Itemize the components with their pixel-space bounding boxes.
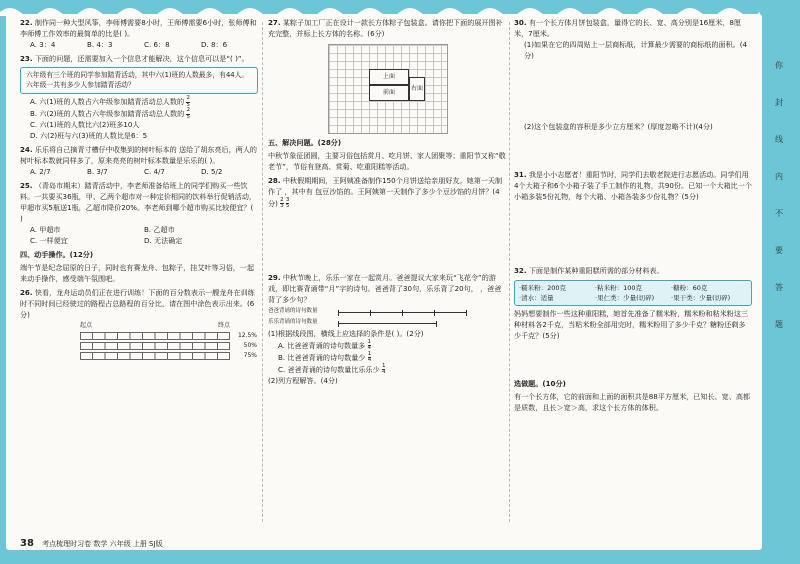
question-28: 28. 中秋假期期间，王阿姨准备制作150个月饼送给亲朋好友。她第一天制作了 ，其中有 包豆沙馅的。王阿姨第一天制作了多少个豆沙馅的月饼？(4分) $\frac{2}{3}$ $\frac{3}{5}$ bbox=[268, 176, 506, 270]
top-wave-border bbox=[0, 0, 800, 16]
bar-row[interactable]: 50% bbox=[80, 342, 230, 350]
fraction: $\frac{2}{3}$ bbox=[280, 196, 284, 210]
question-25: 25. （青岛市期末）踏青活动中，李老师准备给班上的同学们购买一些饮料。一共要买36瓶，甲、乙两个超市对一种定价相同的饮料举行促销活动，甲超市买5瓶送1瓶，乙超市降价20%。李老师到哪个超市购买比较便宜？( ) A. 甲超市 B. 乙超市 C. 一样便宜 D. 无法确定 bbox=[20, 180, 257, 245]
column-left bbox=[20, 18, 258, 532]
materials-table: ·糯米粉：200克 ·粘米粉：100克 ·糖粉：60克 ·清水：适量 ·果仁类：少量(切碎) ·果干类：少量(切碎) bbox=[514, 280, 752, 306]
info-box: 六年级有三个班的同学参加踏青活动，其中六(1)班的人数最多，有44人。六年级一共有多少人参加踏青活动？ bbox=[20, 67, 258, 94]
column-divider bbox=[262, 22, 263, 522]
footer-text: 考点梳理时习卷 数学 六年级 上册 SJ版 bbox=[42, 540, 163, 548]
column-right bbox=[514, 18, 752, 532]
section-intro: 中秋节象征团圆，主要习俗包括赏月、吃月饼、家人团聚等；重阳节又称“敬老节”，节俗有登高、赏菊、吃重阳糕等活动。 bbox=[268, 150, 506, 171]
segment-diagram: 乐乐背诵的诗句数量 bbox=[268, 318, 506, 328]
answer-space[interactable] bbox=[514, 203, 752, 263]
end-label: 终点 bbox=[217, 321, 230, 329]
answer-space[interactable] bbox=[268, 210, 506, 270]
column-divider bbox=[509, 22, 510, 522]
answer-space[interactable] bbox=[514, 62, 752, 122]
fraction: $\frac{1}{4}$ bbox=[367, 338, 372, 352]
face-right: 右面 bbox=[409, 77, 425, 101]
segment-diagram: 爸爸背诵的诗句数量 bbox=[268, 307, 506, 317]
fraction: $\frac{1}{4}$ bbox=[367, 350, 372, 364]
fraction: $\frac{3}{5}$ bbox=[285, 196, 290, 210]
answer-space[interactable] bbox=[514, 342, 752, 376]
net-grid[interactable] bbox=[328, 44, 448, 134]
face-front: 前面 bbox=[369, 85, 409, 101]
question-27: 27. 某粽子加工厂正在设计一款长方体粽子包装盒。请你把下面的展开图补充完整，并标上长方体的名称。(6分) 上面 前面 右面 bbox=[268, 18, 506, 134]
fraction: $\frac{1}{4}$ bbox=[381, 362, 386, 376]
section-title: 五、解决问题。(28分) bbox=[268, 137, 342, 147]
question-22: 22. 制作同一种大型风筝，李师傅需要8小时，王师傅需要6小时，张师傅和李师傅工作效率的最简单的比是( )。 A. 3：4 B. 4：3 C. 6：8 D. 8：6 bbox=[20, 18, 257, 49]
start-label: 起点 bbox=[80, 321, 93, 329]
bonus-question: 选做题。(10分) 有一个长方体，它的前面和上面的面积共是88平方厘米，已知长、宽、高都是质数，且长＞宽＞高，求这个长方体的体积。 bbox=[514, 378, 751, 412]
page-footer bbox=[20, 538, 163, 549]
bar-row[interactable]: 75% bbox=[80, 352, 230, 360]
question-30: 30. 有一个长方体月饼包装盒，量得它的长、宽、高分别是16厘米，8厘米，7厘米。 (1)如果在它的四周贴上一层商标纸，计算最少需要的商标纸的面积。(4分) (2)这个包装盒的容积是多少立方厘米？(厚度忽略不计)(4分) bbox=[514, 18, 752, 167]
progress-bars bbox=[80, 321, 257, 360]
question-23: 23. 下面的问题，还需要加入一个信息才能解决，这个信息可以是“( )”。 六年级有三个班的同学参加踏青活动，其中六(1)班的人数最多，有44人。六年级一共有多少人参加踏青活动？ A. 六(1)班的人数占六年级参加踏青活动总人数的 $\frac{2}{5}$ B. 六(2)班的人数占六年级参加踏青活动总人数的 $\frac{2}{5}$ C. 六(1)班的人数比六(2)班多10人 D. 六(2)班与六(3)班的人数比是6：5 bbox=[20, 54, 258, 142]
face-top: 上面 bbox=[369, 69, 409, 85]
fraction: $\frac{2}{5}$ bbox=[186, 107, 190, 120]
question-24: 24. 乐乐将自己摘青寸槽仔中收集到的树叶标本的 送给了胡东亮后，两人的树叶标本数就同样多了，原来亮亮的树叶标本数量是乐乐的( )。 A. 2/7 B. 3/7 C. 4/7 D. 5/2 bbox=[20, 144, 258, 176]
question-29: 29. 中秋节晚上，乐乐一家在一起赏月。爸爸提议大家来玩“飞花令”的游戏，即比赛背诵带“月”字的诗句。爸爸背了30句，乐乐背了20句， ，爸爸背了多少句？ 爸爸背诵的诗句数量 乐乐背诵的诗句数量 (1)根据线段图，横线上应选择的条件是( )。(2分) A. 比爸爸背诵的诗句数量多 $\frac{1}{4}$ B. 比爸爸背诵的诗句数量少 $\frac{1}{4}$ C. 爸爸背诵的诗句数量比乐乐少 $\frac{1}{4}$ (2)列方程解答。(4分) bbox=[268, 273, 506, 387]
fraction: $\frac{2}{5}$ bbox=[186, 95, 190, 108]
bar-row[interactable]: 12.5% bbox=[80, 332, 230, 340]
answer-space[interactable] bbox=[514, 133, 752, 167]
question-31: 31. 我是小小志愿者！重阳节时，同学们去敬老院进行志愿活动。同学们用4个大箱子和6个小箱子装了手工制作的礼物，共90份。已知一个大箱比一个小箱多装5份礼物，每个大箱、小箱各装多少份礼物？(5分) bbox=[514, 170, 752, 263]
question-32: 32. 下面是制作某种重阳糕所需的部分材料表。 ·糯米粉：200克 ·粘米粉：100克 ·糖粉：60克 ·清水：适量 ·果仁类：少量(切碎) ·果干类：少量(切碎) 妈妈想要制作一些这种重阳糕，她首先准备了糯米粉，糯米粉和粘米粉这三种材料各2千克，当粘米粉全部用完时，糯米粉用了多少千克？糖粉还剩多少千克？(5分) bbox=[514, 266, 752, 376]
page-number: 38 bbox=[20, 538, 34, 549]
question-26: 26. 快看，龙舟运动员们正在进行训练！下面的百分数表示一艘龙舟在训练时不同时间已经驶过的路程占总路程的百分比，请在图中涂色表示出来。(6分) 起点 终点 12.5% 50% 75% bbox=[20, 287, 257, 360]
column-middle bbox=[268, 18, 506, 532]
side-margin-text: 你 封 线 内 不 要 答 题 bbox=[775, 61, 783, 329]
section-intro: 端午节是纪念屈原的日子，同时也有赛龙舟、包粽子，挂艾叶等习俗，一起来动手操作，感受端午氛围吧。 bbox=[20, 262, 255, 283]
section-title: 四、动手操作。(12分) bbox=[20, 249, 94, 259]
